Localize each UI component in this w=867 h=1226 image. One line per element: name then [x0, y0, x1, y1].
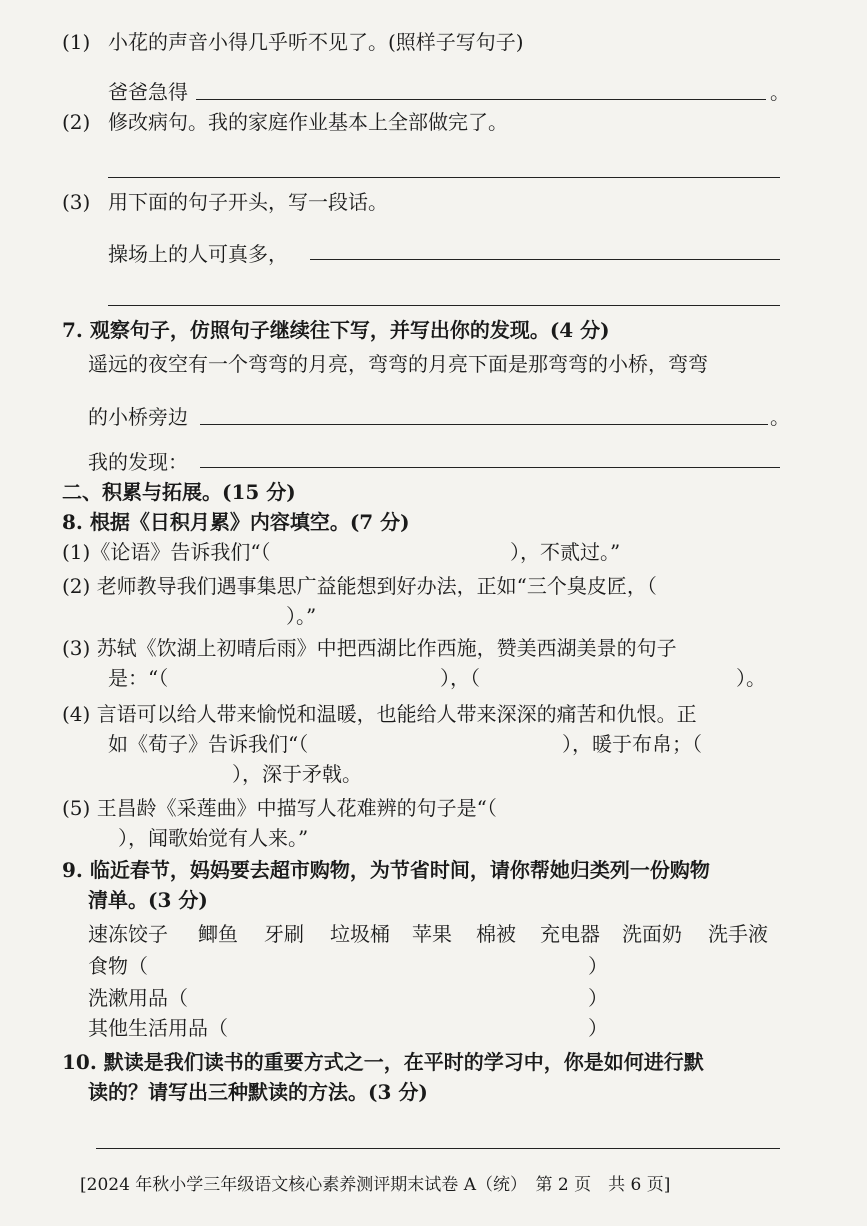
q9-cat-other-close: ） [588, 1016, 608, 1040]
q7-line2-prefix: 的小桥旁边 [88, 405, 188, 429]
q7-finding-line[interactable] [200, 467, 780, 468]
q8-2b: ）。” [286, 604, 317, 628]
q9-item: 速冻饺子 [88, 922, 168, 946]
q8-1a: (1)《论语》告诉我们“（ [62, 540, 271, 564]
q9-item: 鲫鱼 [198, 922, 238, 946]
q9-item: 洗手液 [708, 922, 768, 946]
q6-3-answer-line-2[interactable] [108, 305, 780, 306]
q8-4c: ），暖于布帛；（ [562, 732, 702, 756]
section2-title: 二、积累与拓展。(15 分) [62, 480, 296, 504]
q6-1-answer-line[interactable] [196, 99, 766, 100]
q9-item: 充电器 [540, 922, 600, 946]
q6-2-label: (2) [62, 110, 91, 134]
q8-5a: (5) 王昌龄《采莲曲》中描写人花难辨的句子是“（ [62, 796, 497, 820]
q8-3d: ）。 [736, 666, 766, 690]
q7-line1: 遥远的夜空有一个弯弯的月亮，弯弯的月亮下面是那弯弯的小桥，弯弯 [88, 352, 708, 376]
q10-line2: 读的？请写出三种默读的方法。(3 分) [88, 1080, 428, 1104]
q9-cat-food-close: ） [588, 954, 608, 978]
q9-cat-other: 其他生活用品（ [88, 1016, 228, 1040]
q9-title-line1: 9. 临近春节，妈妈要去超市购物，为节省时间，请你帮她归类列一份购物 [62, 858, 710, 882]
q8-title: 8. 根据《日积月累》内容填空。(7 分) [62, 510, 410, 534]
q6-1-prefix: 爸爸急得 [108, 80, 188, 104]
q6-3-text: 用下面的句子开头，写一段话。 [108, 190, 388, 214]
q9-title-line2: 清单。(3 分) [88, 888, 208, 912]
q9-item: 棉被 [476, 922, 516, 946]
q9-cat-toiletries: 洗漱用品（ [88, 986, 188, 1010]
q8-3a: (3) 苏轼《饮湖上初晴后雨》中把西湖比作西施，赞美西湖美景的句子 [62, 636, 677, 660]
q6-1-end: 。 [770, 80, 790, 104]
q8-1b: ），不贰过。” [510, 540, 621, 564]
q7-title: 7. 观察句子，仿照句子继续往下写，并写出你的发现。(4 分) [62, 318, 610, 342]
q8-5b: ），闻歌始觉有人来。” [118, 826, 309, 850]
q9-item: 洗面奶 [622, 922, 682, 946]
q8-4a: (4) 言语可以给人带来愉悦和温暖，也能给人带来深深的痛苦和仇恨。正 [62, 702, 697, 726]
q8-4d: ），深于矛戟。 [232, 762, 362, 786]
q9-item: 垃圾桶 [330, 922, 390, 946]
q6-2-text: 修改病句。我的家庭作业基本上全部做完了。 [108, 110, 508, 134]
q6-2-answer-line[interactable] [108, 177, 780, 178]
q6-1-text: 小花的声音小得几乎听不见了。(照样子写句子) [108, 30, 524, 54]
q7-finding-label: 我的发现： [88, 450, 188, 474]
q6-3-answer-line-1[interactable] [310, 259, 780, 260]
q9-item: 牙刷 [264, 922, 304, 946]
q6-1-label: (1) [62, 30, 91, 54]
q8-2a: (2) 老师教导我们遇事集思广益能想到好办法，正如“三个臭皮匠，（ [62, 574, 657, 598]
q6-3-prefix: 操场上的人可真多， [108, 242, 288, 266]
q6-3-label: (3) [62, 190, 91, 214]
q10-answer-line[interactable] [96, 1148, 780, 1149]
q8-4b: 如《荀子》告诉我们“（ [108, 732, 309, 756]
q9-item: 苹果 [412, 922, 452, 946]
q8-3c: ），（ [440, 666, 480, 690]
page-footer: [2024 年秋小学三年级语文核心素养测评期末试卷 A（统） 第 2 页 共 6 页] [80, 1175, 671, 1195]
q9-cat-toiletries-close: ） [588, 986, 608, 1010]
q9-cat-food: 食物（ [88, 954, 148, 978]
q8-3b: 是：“（ [108, 666, 169, 690]
q10-line1: 10. 默读是我们读书的重要方式之一，在平时的学习中，你是如何进行默 [62, 1050, 704, 1074]
q7-answer-line[interactable] [200, 424, 768, 425]
q7-line2-end: 。 [770, 405, 790, 429]
